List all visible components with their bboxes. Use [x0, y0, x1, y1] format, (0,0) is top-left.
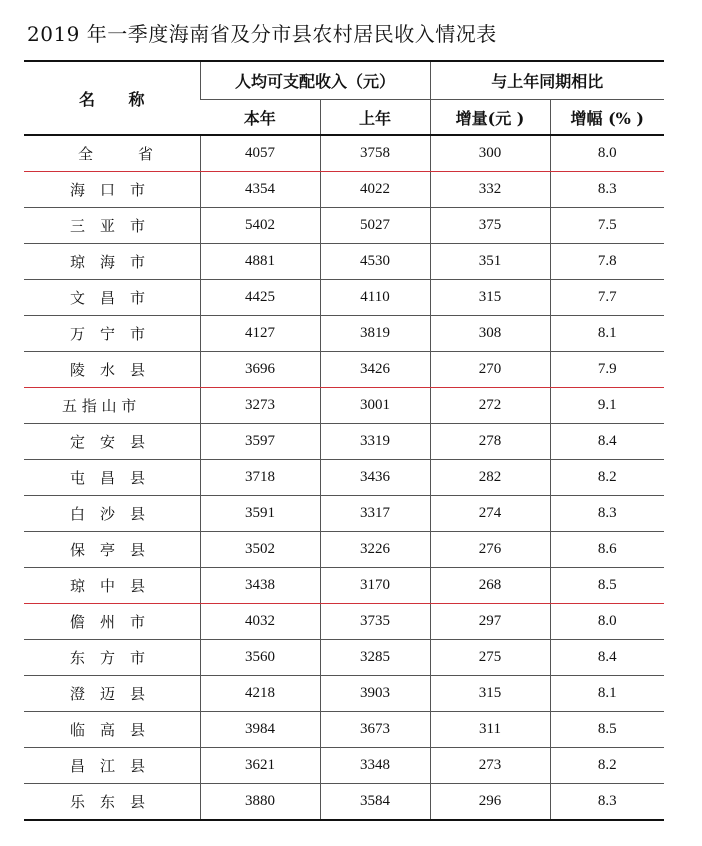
- row-this-year: 4057: [200, 135, 320, 172]
- row-increase: 275: [430, 640, 550, 676]
- row-last-year: 3348: [320, 748, 430, 784]
- row-this-year: 3591: [200, 496, 320, 532]
- row-this-year: 3502: [200, 532, 320, 568]
- row-last-year: 3584: [320, 784, 430, 821]
- row-this-year: 4354: [200, 172, 320, 208]
- row-this-year: 3560: [200, 640, 320, 676]
- row-name: 儋 州 市: [24, 604, 200, 640]
- row-name: 昌 江 县: [24, 748, 200, 784]
- row-this-year: 3696: [200, 352, 320, 388]
- row-last-year: 5027: [320, 208, 430, 244]
- row-last-year: 4022: [320, 172, 430, 208]
- row-last-year: 3285: [320, 640, 430, 676]
- row-last-year: 3317: [320, 496, 430, 532]
- row-growth: 8.3: [550, 496, 664, 532]
- row-growth: 8.0: [550, 135, 664, 172]
- row-this-year: 4218: [200, 676, 320, 712]
- row-increase: 311: [430, 712, 550, 748]
- header-this-year: 本年: [200, 100, 320, 136]
- row-increase: 351: [430, 244, 550, 280]
- row-last-year: 3001: [320, 388, 430, 424]
- row-growth: 7.8: [550, 244, 664, 280]
- row-last-year: 3758: [320, 135, 430, 172]
- row-name: 东 方 市: [24, 640, 200, 676]
- row-name: 全 省: [24, 135, 200, 172]
- header-last-year: 上年: [320, 100, 430, 136]
- row-growth: 7.9: [550, 352, 664, 388]
- row-growth: 8.0: [550, 604, 664, 640]
- table-row: [24, 172, 664, 208]
- row-increase: 315: [430, 280, 550, 316]
- header-compare-group: 与上年同期相比: [430, 61, 664, 100]
- table-row: [24, 496, 664, 532]
- row-name: 定 安 县: [24, 424, 200, 460]
- row-increase: 273: [430, 748, 550, 784]
- row-increase: 274: [430, 496, 550, 532]
- row-name: 保 亭 县: [24, 532, 200, 568]
- row-name: 琼 海 市: [24, 244, 200, 280]
- row-growth: 7.7: [550, 280, 664, 316]
- row-increase: 270: [430, 352, 550, 388]
- header-name: 名 称: [24, 61, 200, 135]
- row-this-year: 4425: [200, 280, 320, 316]
- table-title: 2019 年一季度海南省及分市县农村居民收入情况表: [27, 22, 497, 46]
- table-row: [24, 135, 664, 172]
- table-row: [24, 604, 664, 640]
- row-name: 乐 东 县: [24, 784, 200, 821]
- row-this-year: 3718: [200, 460, 320, 496]
- row-name: 澄 迈 县: [24, 676, 200, 712]
- header-growth: 增幅 (% ): [550, 100, 664, 136]
- header-increase: 增量(元 ): [430, 100, 550, 136]
- row-increase: 297: [430, 604, 550, 640]
- row-this-year: 5402: [200, 208, 320, 244]
- row-growth: 8.5: [550, 712, 664, 748]
- row-increase: 296: [430, 784, 550, 821]
- row-increase: 272: [430, 388, 550, 424]
- row-increase: 268: [430, 568, 550, 604]
- row-increase: 276: [430, 532, 550, 568]
- table-row: [24, 460, 664, 496]
- row-last-year: 3903: [320, 676, 430, 712]
- header-income-group: 人均可支配收入（元）: [200, 61, 430, 100]
- row-last-year: 3170: [320, 568, 430, 604]
- row-last-year: 4530: [320, 244, 430, 280]
- row-last-year: 3426: [320, 352, 430, 388]
- row-last-year: 4110: [320, 280, 430, 316]
- row-name: 陵 水 县: [24, 352, 200, 388]
- row-name: 海 口 市: [24, 172, 200, 208]
- row-growth: 8.3: [550, 172, 664, 208]
- row-growth: 8.1: [550, 676, 664, 712]
- row-name: 三 亚 市: [24, 208, 200, 244]
- row-this-year: 3597: [200, 424, 320, 460]
- row-last-year: 3226: [320, 532, 430, 568]
- row-increase: 375: [430, 208, 550, 244]
- row-this-year: 3273: [200, 388, 320, 424]
- table-row: [24, 208, 664, 244]
- table-header: [24, 61, 664, 135]
- row-increase: 282: [430, 460, 550, 496]
- table-row: [24, 424, 664, 460]
- row-increase: 332: [430, 172, 550, 208]
- row-growth: 8.4: [550, 640, 664, 676]
- table-row: [24, 244, 664, 280]
- row-this-year: 4032: [200, 604, 320, 640]
- row-last-year: 3673: [320, 712, 430, 748]
- table-row: [24, 676, 664, 712]
- row-this-year: 4881: [200, 244, 320, 280]
- table-row: [24, 640, 664, 676]
- row-name: 屯 昌 县: [24, 460, 200, 496]
- row-name: 白 沙 县: [24, 496, 200, 532]
- table-row: [24, 532, 664, 568]
- income-table: [24, 60, 664, 821]
- row-this-year: 4127: [200, 316, 320, 352]
- row-increase: 315: [430, 676, 550, 712]
- table-row: [24, 388, 664, 424]
- row-growth: 7.5: [550, 208, 664, 244]
- table-row: [24, 316, 664, 352]
- table-row: [24, 352, 664, 388]
- row-this-year: 3621: [200, 748, 320, 784]
- table-row: [24, 784, 664, 821]
- row-growth: 8.4: [550, 424, 664, 460]
- table-row: [24, 280, 664, 316]
- row-this-year: 3984: [200, 712, 320, 748]
- table-body: [24, 135, 664, 820]
- row-name: 五 指 山 市: [24, 388, 200, 424]
- row-name: 文 昌 市: [24, 280, 200, 316]
- row-name: 万 宁 市: [24, 316, 200, 352]
- row-last-year: 3319: [320, 424, 430, 460]
- row-increase: 308: [430, 316, 550, 352]
- row-growth: 8.2: [550, 460, 664, 496]
- row-increase: 278: [430, 424, 550, 460]
- table-row: [24, 748, 664, 784]
- row-growth: 8.2: [550, 748, 664, 784]
- row-increase: 300: [430, 135, 550, 172]
- row-growth: 9.1: [550, 388, 664, 424]
- row-last-year: 3436: [320, 460, 430, 496]
- row-name: 琼 中 县: [24, 568, 200, 604]
- row-name: 临 高 县: [24, 712, 200, 748]
- row-this-year: 3880: [200, 784, 320, 821]
- table-row: [24, 568, 664, 604]
- row-last-year: 3819: [320, 316, 430, 352]
- row-this-year: 3438: [200, 568, 320, 604]
- row-growth: 8.3: [550, 784, 664, 821]
- row-growth: 8.1: [550, 316, 664, 352]
- row-last-year: 3735: [320, 604, 430, 640]
- row-growth: 8.6: [550, 532, 664, 568]
- table-row: [24, 712, 664, 748]
- row-growth: 8.5: [550, 568, 664, 604]
